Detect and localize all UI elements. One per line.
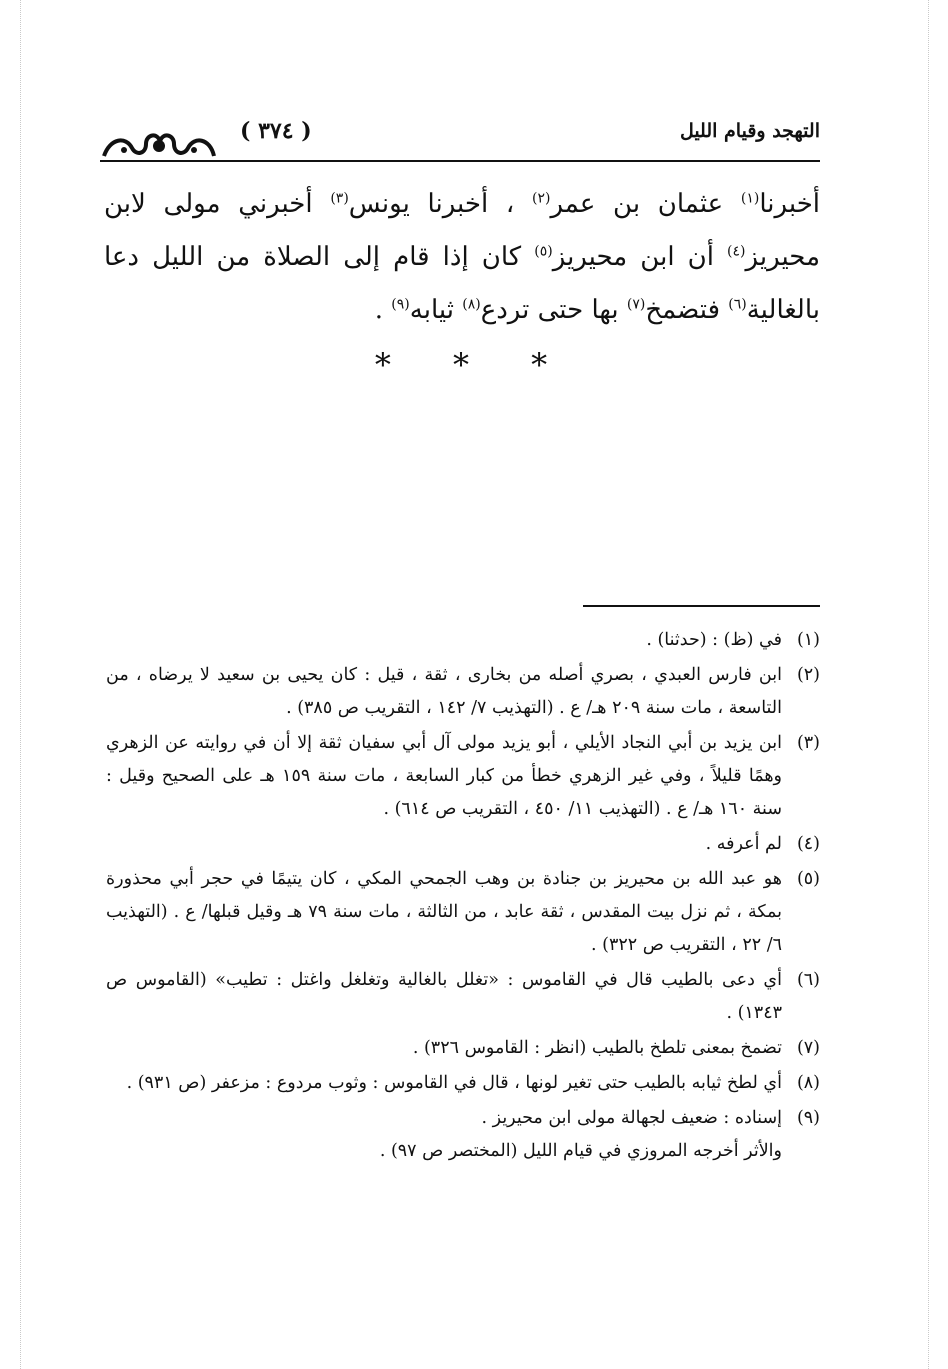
body-text-run: أخبرنا	[759, 189, 821, 219]
footnote-marker[interactable]: (١)	[740, 190, 760, 207]
footnote-marker[interactable]: (٢)	[531, 190, 551, 207]
footnote-line: والأثر أخرجه المروزي في قيام الليل (المختصر ص ٩٧) .	[379, 1141, 782, 1161]
footnote-text	[106, 863, 782, 962]
section-separator: * * *	[374, 346, 574, 384]
footnote-marker[interactable]: (٩)	[391, 296, 410, 313]
footnote-line: لم أعرفه .	[705, 834, 782, 854]
footnote-text	[106, 624, 782, 657]
body-text-run: عثمان بن عمر	[550, 189, 741, 219]
footnote-line: أي دعى بالطيب قال في القاموس : «تغلل بالغالية وتغلغل واغتل : تطيب» (القاموس ص ١٣٤٣) .	[106, 970, 782, 1023]
footnote-marker[interactable]: (٦)	[728, 296, 747, 313]
footnote-text	[106, 1032, 782, 1065]
running-title: التهجد وقيام الليل	[679, 120, 820, 142]
body-text-run: أخبرني مولى لابن محيريز	[104, 189, 820, 272]
footnote-item	[106, 964, 820, 1030]
footnote-item	[106, 727, 820, 826]
footnote-number: (٧)	[796, 1038, 820, 1058]
footnote-marker[interactable]: (٥)	[534, 243, 553, 260]
footnote-line: إسناده : ضعيف لجهالة مولى ابن محيريز .	[481, 1108, 782, 1128]
footnote-number: (٢)	[796, 665, 820, 685]
footnote-rule	[583, 605, 820, 607]
footnote-marker[interactable]: (٧)	[626, 296, 646, 313]
footnote-item	[106, 659, 820, 725]
footnote-text	[106, 1102, 782, 1168]
footnote-number: (٤)	[796, 834, 820, 854]
footnote-marker[interactable]: (٤)	[727, 243, 746, 260]
footnote-line: أي لطخ ثيابه بالطيب حتى تغير لونها ، قال في القاموس : وثوب مردوع : مزعفر (ص ٩٣١) .	[126, 1073, 782, 1093]
footnotes	[106, 624, 820, 1170]
footnote-marker[interactable]: (٨)	[462, 296, 481, 313]
footnote-text	[106, 964, 782, 1030]
page-header	[100, 118, 820, 158]
footnote-item	[106, 828, 820, 861]
footnote-item	[106, 863, 820, 962]
footnote-number: (٦)	[796, 970, 820, 990]
footnote-number: (٥)	[796, 869, 820, 889]
body-text-run: ، أخبرنا يونس	[348, 189, 532, 219]
footnote-item	[106, 1067, 820, 1100]
footnote-number: (٩)	[796, 1108, 820, 1128]
footnote-text	[106, 1067, 782, 1100]
footnote-number: (٣)	[796, 733, 820, 753]
body-text-run: أن ابن محيريز	[552, 242, 728, 272]
footnote-marker[interactable]: (٣)	[330, 190, 349, 207]
scan-edge-right	[928, 0, 929, 1369]
footnote-text	[106, 659, 782, 725]
body-text-run: فتضمخ	[645, 295, 729, 325]
page-number: ( ٣٧٤ )	[240, 118, 312, 144]
footnote-line: ابن يزيد بن أبي النجاد الأيلي ، أبو يزيد مولى آل أبي سفيان ثقة إلا أن في روايته عن الزهري وهمًا قليلاً ، وفي غير الزهري خطأ من كبار السابعة ، مات سنة ١٥٩ هـ على الصحيح وقيل : سنة ١٦٠ هـ/ ع . (التهذيب ١١/ ٤٥٠ ، التقريب ص ٦١٤) .	[106, 733, 782, 819]
scan-edge-left	[20, 0, 21, 1369]
body-text-run: بها حتى تردع	[480, 295, 627, 325]
footnote-line: في (ظ) : (حدثنا) .	[646, 630, 782, 650]
footnote-item	[106, 1102, 820, 1168]
footnote-line: هو عبد الله بن محيريز بن جنادة بن وهب الجمحي المكي ، كان يتيمًا في حجر أبي محذورة بمكة ، ثم نزل بيت المقدس ، ثقة عابد ، من الثالثة ، مات سنة ٧٩ هـ وقيل قبلها/ ع . (التهذيب ٦/ ٢٢ ، التقريب ص ٣٢٢) .	[106, 869, 782, 955]
footnote-text	[106, 727, 782, 826]
footnote-line: تضمخ بمعنى تلطخ بالطيب (انظر : القاموس ٣٢٦) .	[412, 1038, 782, 1058]
header-rule	[100, 160, 820, 162]
body-text-run: ثيابه	[409, 295, 463, 325]
footnote-item	[106, 624, 820, 657]
footnote-line: ابن فارس العبدي ، بصري أصله من بخارى ، ثقة ، قيل : كان يحيى بن سعيد لا يرضاه ، من التاسعة ، مات سنة ٢٠٩ هـ/ ع . (التهذيب ٧/ ١٤٢ ، التقريب ص ٣٨٥) .	[106, 665, 782, 718]
footnote-item	[106, 1032, 820, 1065]
footnote-text	[106, 828, 782, 861]
footnote-number: (١)	[796, 630, 820, 650]
footnote-number: (٨)	[796, 1073, 820, 1093]
body-text-run: كان إذا قام إلى الصلاة من الليل دعا بالغالية	[104, 242, 820, 325]
main-text	[104, 178, 820, 337]
body-text-run: .	[374, 295, 392, 325]
header-ornament-icon	[100, 128, 218, 164]
